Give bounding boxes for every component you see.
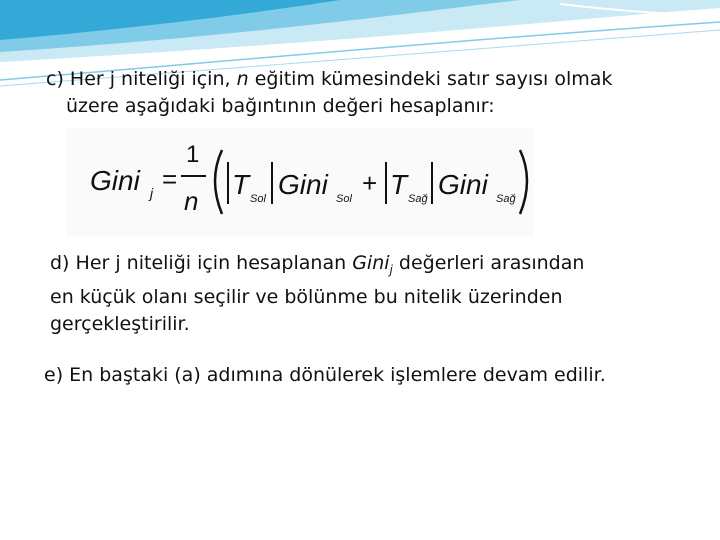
para-c-variable-n: n	[236, 68, 249, 90]
formula-lhs: Gini	[90, 165, 140, 196]
para-d-line1-end: değerleri arasından	[398, 252, 585, 274]
formula-gini-left: Gini	[278, 169, 328, 200]
para-c-line1-end: eğitim kümesindeki satır sayısı olmak	[254, 68, 613, 90]
formula-gini-right-subscript: Sağ	[496, 193, 516, 205]
para-e-label: e)	[44, 364, 64, 386]
formula-numerator: 1	[186, 141, 200, 168]
formula-t-right: T	[390, 169, 408, 200]
para-d-label: d)	[50, 252, 70, 274]
formula-gini-left-subscript: Sol	[336, 193, 352, 205]
right-paren	[520, 150, 527, 214]
paragraph-c	[46, 66, 612, 120]
formula-lhs-subscript: j	[150, 185, 154, 201]
formula-plus: +	[362, 168, 378, 198]
formula-t-left-subscript: Sol	[250, 193, 266, 205]
formula-t-right-subscript: Sağ	[408, 193, 428, 205]
formula-gini-right: Gini	[438, 169, 488, 200]
para-e-text: En baştaki (a) adımına dönülerek işlemlere devam edilir.	[69, 364, 606, 386]
para-d-line1-start: Her j niteliği için hesaplanan	[75, 252, 347, 274]
para-d-variable-gini: Gini	[352, 252, 390, 274]
paragraph-e	[44, 362, 606, 389]
para-c-line1-start: Her j niteliği için,	[69, 68, 231, 90]
formula-denominator: n	[184, 186, 199, 216]
gini-formula	[66, 128, 534, 236]
formula-equals: =	[162, 164, 178, 194]
paragraph-d	[50, 250, 584, 338]
para-c-line2: üzere aşağıdaki bağıntının değeri hesaplanır:	[66, 95, 495, 117]
left-paren	[215, 150, 222, 214]
para-d-line3: gerçekleştirilir.	[50, 312, 190, 335]
para-d-variable-subscript: j	[389, 262, 393, 277]
para-d-line2: en küçük olanı seçilir ve bölünme bu nitelik üzerinden	[50, 285, 563, 308]
para-c-label: c)	[46, 68, 64, 90]
formula-t-left: T	[232, 169, 250, 200]
